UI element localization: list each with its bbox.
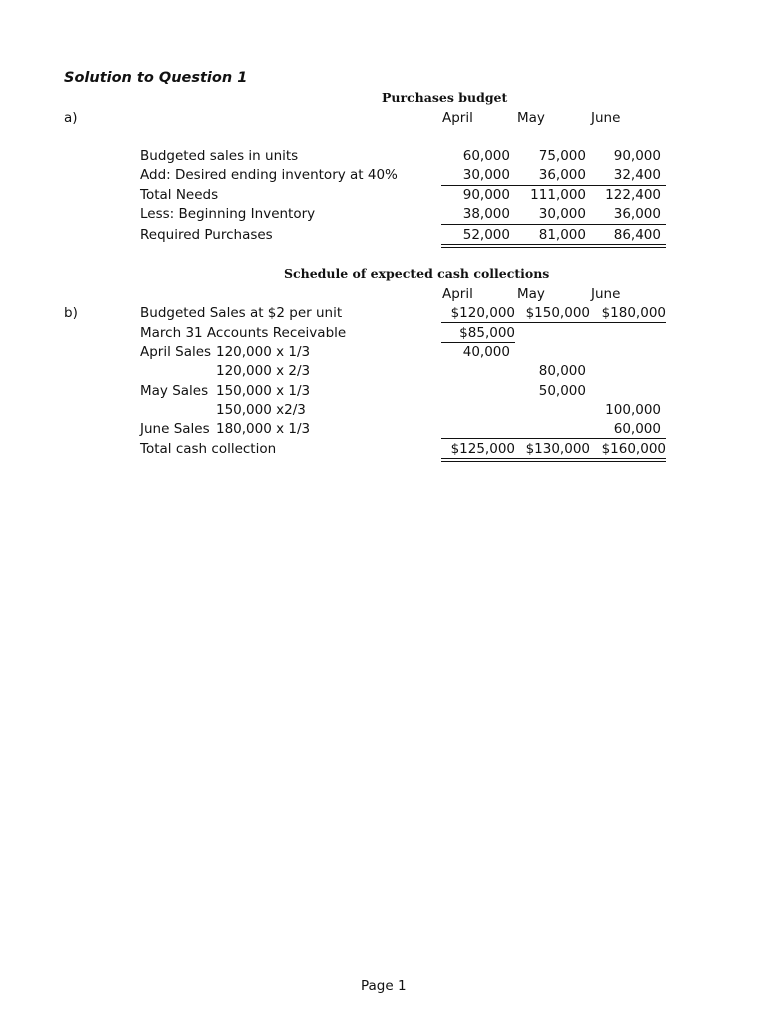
cell-required-purchases-june: 86,400 [613, 227, 661, 243]
cell-may-sales-june: 100,000 [605, 402, 661, 418]
purchases-budget-title: Purchases budget [382, 90, 508, 105]
row-label-total-needs: Total Needs [140, 187, 219, 203]
collections-double-rule-bottom [441, 461, 666, 462]
month-header-april: April [442, 110, 473, 126]
cell-may-sales-may: 50,000 [538, 383, 586, 399]
cell-ending-inventory-may: 36,000 [538, 167, 586, 183]
b-month-header-april: April [442, 286, 473, 302]
cell-sales-dollars-april: $120,000 [450, 305, 515, 321]
double-rule-top [441, 244, 666, 245]
cell-ending-inventory-june: 32,400 [613, 167, 661, 183]
collections-double-rule-top [441, 458, 666, 459]
row-label-beginning-inventory: Less: Beginning Inventory [140, 206, 316, 222]
may-sales-calc-2: 150,000 x2/3 [216, 402, 306, 418]
collections-total-rule [441, 438, 666, 439]
row-label-total-cash-collection: Total cash collection [140, 441, 277, 457]
page-title: Solution to Question 1 [64, 70, 248, 86]
june-sales-calc-1: 180,000 x 1/3 [216, 421, 311, 437]
page-number: Page 1 [361, 978, 407, 994]
april-sales-calc-1: 120,000 x 1/3 [216, 344, 311, 360]
cell-budgeted-sales-june: 90,000 [613, 148, 661, 164]
part-b-label: b) [64, 305, 78, 321]
row-label-june-sales: June Sales [140, 421, 210, 437]
cell-total-collection-june: $160,000 [601, 441, 666, 457]
b-month-header-may: May [517, 286, 545, 302]
may-sales-calc-1: 150,000 x 1/3 [216, 383, 311, 399]
cell-april-sales-may: 80,000 [538, 363, 586, 379]
cell-sales-dollars-june: $180,000 [601, 305, 666, 321]
row-label-required-purchases: Required Purchases [140, 227, 273, 243]
row-label-april-sales: April Sales [140, 344, 212, 360]
april-sales-calc-2: 120,000 x 2/3 [216, 363, 311, 379]
row-label-march-ar: March 31 Accounts Receivable [140, 325, 347, 341]
sales-underline [441, 322, 666, 323]
row-label-may-sales: May Sales [140, 383, 209, 399]
month-header-may: May [517, 110, 545, 126]
cell-budgeted-sales-may: 75,000 [538, 148, 586, 164]
b-month-header-june: June [591, 286, 621, 302]
cell-required-purchases-may: 81,000 [538, 227, 586, 243]
cell-ending-inventory-april: 30,000 [462, 167, 510, 183]
cell-budgeted-sales-april: 60,000 [462, 148, 510, 164]
cell-total-needs-april: 90,000 [462, 187, 510, 203]
cell-april-sales-april: 40,000 [462, 344, 510, 360]
cell-march-ar-april: $85,000 [459, 325, 515, 341]
cell-required-purchases-april: 52,000 [462, 227, 510, 243]
double-rule-bottom [441, 247, 666, 248]
cell-beginning-inventory-may: 30,000 [538, 206, 586, 222]
cell-total-needs-june: 122,400 [605, 187, 661, 203]
row-label-budgeted-sales-units: Budgeted sales in units [140, 148, 299, 164]
total-rule [441, 224, 666, 225]
month-header-june: June [591, 110, 621, 126]
row-label-budgeted-sales-dollars: Budgeted Sales at $2 per unit [140, 305, 343, 321]
part-a-label: a) [64, 110, 78, 126]
cell-total-collection-april: $125,000 [450, 441, 515, 457]
cell-beginning-inventory-april: 38,000 [462, 206, 510, 222]
cell-total-needs-may: 111,000 [530, 187, 586, 203]
cell-beginning-inventory-june: 36,000 [613, 206, 661, 222]
cell-total-collection-may: $130,000 [525, 441, 590, 457]
cell-sales-dollars-may: $150,000 [525, 305, 590, 321]
row-label-desired-ending-inventory: Add: Desired ending inventory at 40% [140, 167, 398, 183]
cell-june-sales-june: 60,000 [613, 421, 661, 437]
cash-collections-title: Schedule of expected cash collections [284, 266, 550, 281]
